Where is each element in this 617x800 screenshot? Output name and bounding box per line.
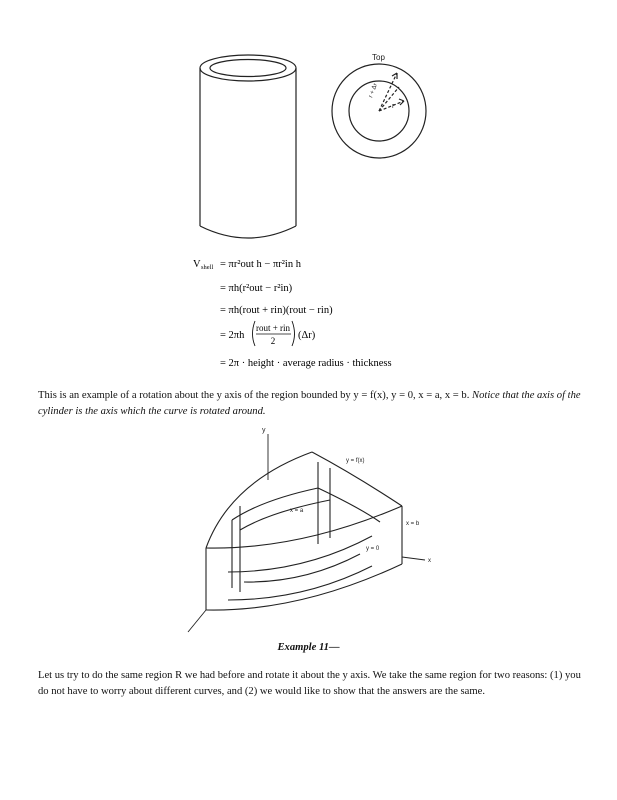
solid-outline — [206, 452, 402, 610]
eq-line2: = πh(r²out − r²in) — [220, 283, 293, 294]
shell-volume-derivation — [0, 250, 617, 375]
paragraph-text: This is an example of a rotation about the y axis of the region bounded by y = f(x), y = 0, x = a, x = b. — [38, 390, 473, 401]
top-view-rings — [332, 64, 426, 158]
label-y-axis: y — [262, 427, 266, 434]
eq-line4-post: (Δr) — [298, 330, 316, 341]
solid-of-revolution-figure — [0, 420, 617, 642]
eq-line1-lhs: V — [193, 259, 201, 270]
eq-line3: = πh(rout + rin)(rout − rin) — [220, 305, 333, 316]
label-x-equals-a: x = a — [290, 508, 304, 514]
label-x-axis: x — [428, 558, 431, 564]
eq-line1-rhs: = πr²out h − πr²in h — [220, 259, 301, 270]
eq-line4-den: 2 — [270, 336, 276, 346]
label-x-equals-b: x = b — [406, 521, 420, 527]
paragraph-italic-note: Notice that the axis of the cylinder is the axis which the curve is rotated around. — [38, 390, 581, 417]
paragraph-rotation-example — [38, 388, 583, 419]
label-r-plus-dr: r + Δr — [368, 82, 379, 99]
eq-line4-num: rout + rin — [255, 323, 291, 333]
eq-line1-sub: shell — [201, 264, 214, 271]
label-y-equals-0: y = 0 — [366, 546, 380, 552]
example-caption: Example 11— — [277, 642, 340, 653]
label-r: r — [392, 103, 395, 110]
eq-line5: = 2π · height · average radius · thickness — [220, 358, 392, 369]
axes — [188, 434, 425, 632]
label-top: Top — [372, 53, 385, 62]
right-paren — [292, 321, 295, 346]
left-paren — [253, 321, 256, 346]
eq-line4-pre: = 2πh — [220, 330, 245, 341]
cylinder-drawing — [200, 55, 296, 238]
cylinder-shell-figure — [0, 0, 617, 250]
paragraph-same-region: Let us try to do the same region R we had before and rotate it about the y axis. We take the same region for two reasons: (1) you do not have to worry about different curves, and (2) we would like to show that the answers are the same. — [38, 670, 581, 697]
label-curve-fx: y = f(x) — [346, 458, 365, 464]
